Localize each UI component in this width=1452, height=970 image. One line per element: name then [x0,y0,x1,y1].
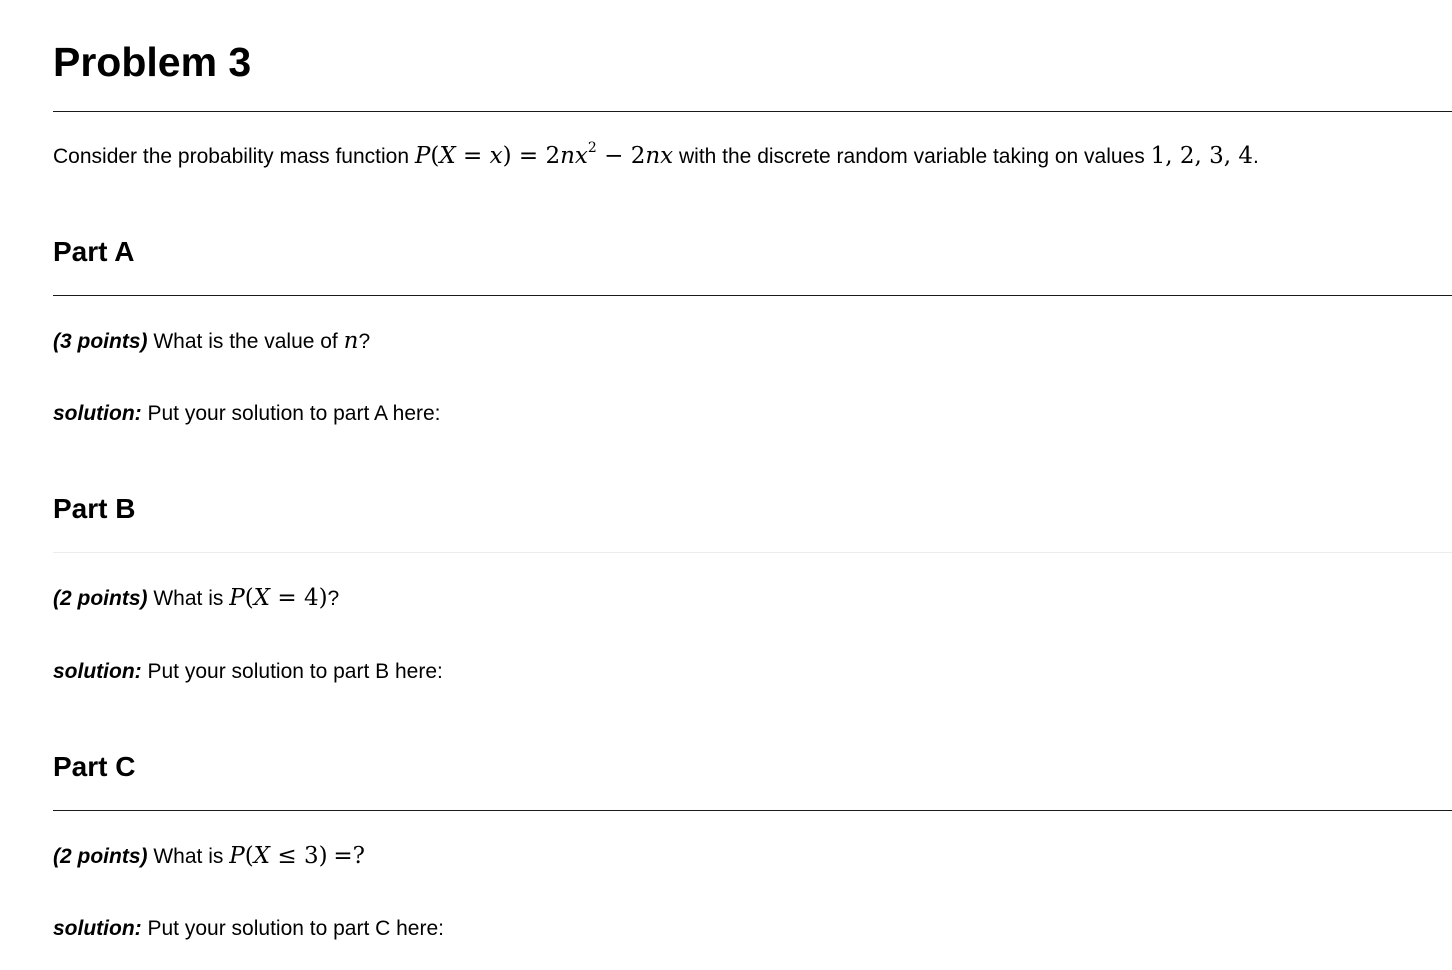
part-c-question-end: =? [333,843,365,869]
part-a-solution-label: solution: [53,402,142,425]
problem-document [53,0,1452,970]
page-title: Problem 3 [53,39,252,85]
part-c-math: P(X ≤ 3) [229,843,328,869]
part-a-heading: Part A [53,236,135,267]
part-a-question-text: What is the value of [153,330,338,353]
intro-text-before: Consider the probability mass function [53,145,410,168]
part-a-divider [53,295,1452,296]
part-c-solution-text: Put your solution to part C here: [147,917,444,940]
part-b-points: (2 points) [53,587,148,610]
part-c-heading: Part C [53,751,136,782]
part-c-divider [53,810,1452,811]
part-b-question-text: What is [153,587,224,610]
part-a-points: (3 points) [53,330,148,353]
part-b-solution-label: solution: [53,660,142,683]
intro-text-after: with the discrete random variable taking on values [678,145,1145,168]
part-a-question [53,327,370,356]
part-a-math: n [343,328,359,354]
part-a-solution [53,400,441,428]
part-c-solution [53,915,444,943]
part-c-question-text: What is [153,845,224,868]
part-b-question [53,584,339,613]
part-a-solution-text: Put your solution to part A here: [147,402,441,425]
intro-values: 1, 2, 3, 4 [1150,143,1253,169]
part-c-points: (2 points) [53,845,148,868]
part-b-math: P(X = 4) [229,585,328,611]
part-b-divider [53,552,1452,553]
intro-paragraph [53,142,1259,171]
part-c-question [53,842,365,871]
title-divider [53,111,1452,112]
part-b-solution-text: Put your solution to part B here: [147,660,443,683]
part-a-question-end: ? [358,330,371,353]
pmf-formula: $P(X = x) = 2nx^2 - 2nx$ [414,140,674,169]
part-c-solution-label: solution: [53,917,142,940]
part-b-solution [53,658,443,686]
intro-end: . [1253,145,1259,168]
part-b-heading: Part B [53,493,136,524]
part-b-question-end: ? [327,587,340,610]
